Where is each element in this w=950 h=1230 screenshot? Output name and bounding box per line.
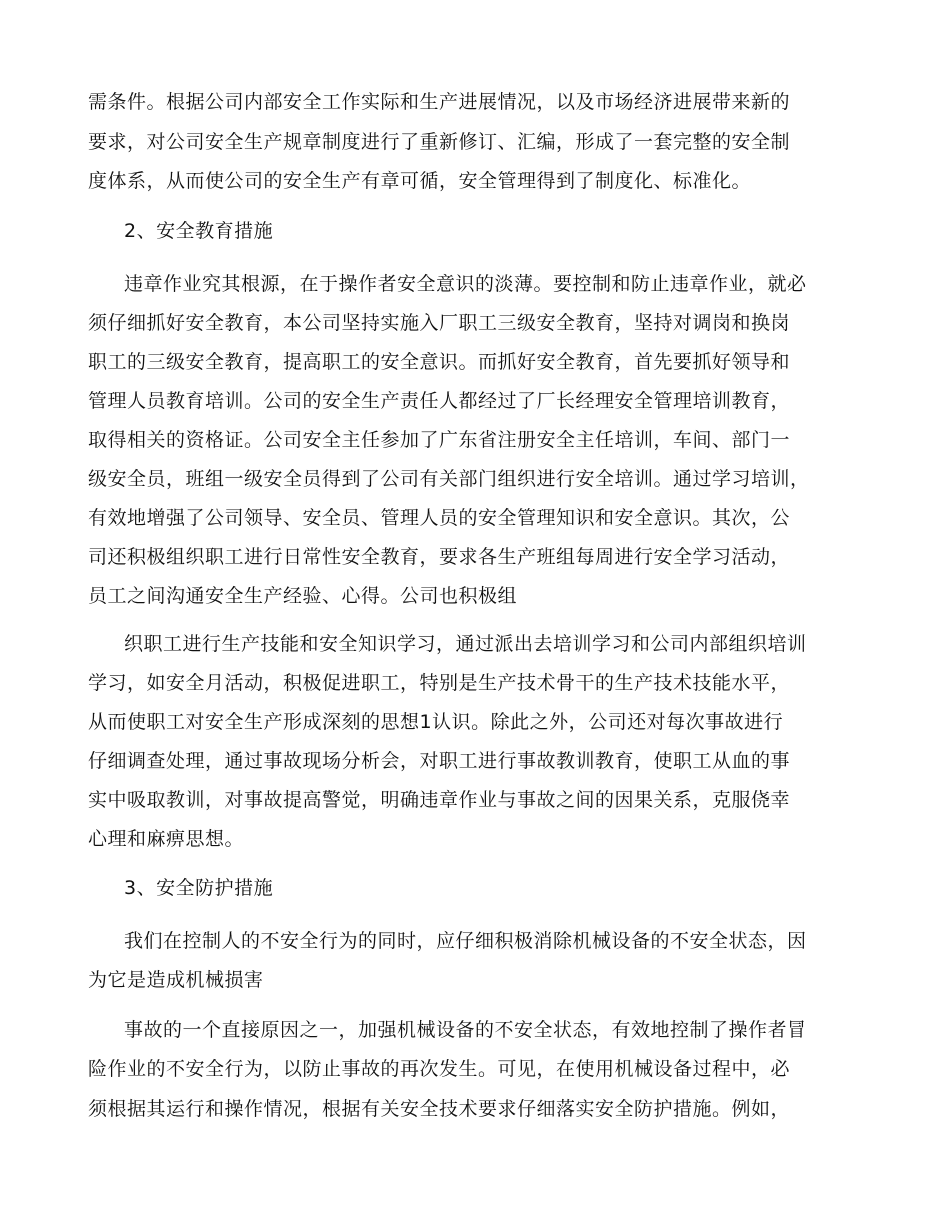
text-line: 织职工进行生产技能和安全知识学习，通过派出去培训学习和公司内部组织培训 <box>124 633 807 655</box>
text-line: 违章作业究其根源，在于操作者安全意识的淡薄。要控制和防止违章作业，就必 <box>124 273 807 295</box>
text-line: 度体系，从而使公司的安全生产有章可循，安全管理得到了制度化、标准化。 <box>88 170 752 192</box>
text-line: 学习，如安全月活动，积极促进职工，特别是生产技术骨干的生产技术技能水平， <box>88 672 791 694</box>
section-heading: 3、安全防护措施 <box>124 877 274 899</box>
text-line: 管理人员教育培训。公司的安全生产责任人都经过了厂长经理安全管理培训教育， <box>88 390 791 412</box>
text-line: 须仔细抓好安全教育，本公司坚持实施入厂职工三级安全教育，坚持对调岗和换岗 <box>88 312 791 334</box>
text-line: 险作业的不安全行为，以防止事故的再次发生。可见，在使用机械设备过程中，必 <box>88 1058 791 1080</box>
text-line: 为它是造成机械损害 <box>88 969 264 991</box>
text-line: 事故的一个直接原因之一，加强机械设备的不安全状态，有效地控制了操作者冒 <box>124 1019 807 1041</box>
text-line: 仔细调查处理，通过事故现场分析会，对职工进行事故教训教育，使职工从血的事 <box>88 750 791 772</box>
section-heading: 2、安全教育措施 <box>124 220 274 242</box>
text-line: 级安全员，班组一级安全员得到了公司有关部门组织进行安全培训。通过学习培训， <box>88 468 810 490</box>
text-line: 须根据其运行和操作情况，根据有关安全技术要求仔细落实安全防护措施。例如， <box>88 1098 791 1120</box>
text-line: 有效地增强了公司领导、安全员、管理人员的安全管理知识和安全意识。其次，公 <box>88 507 791 529</box>
text-line: 心理和麻痹思想。 <box>88 828 245 850</box>
text-line: 需条件。根据公司内部安全工作实际和生产进展情况，以及市场经济进展带来新的 <box>88 91 791 113</box>
text-line: 要求，对公司安全生产规章制度进行了重新修订、汇编，形成了一套完整的安全制 <box>88 131 791 153</box>
text-line: 从而使职工对安全生产形成深刻的思想1认识。除此之外，公司还对每次事故进行 <box>88 711 784 733</box>
text-line: 司还积极组织职工进行日常性安全教育，要求各生产班组每周进行安全学习活动， <box>88 546 791 568</box>
text-line: 取得相关的资格证。公司安全主任参加了广东省注册安全主任培训，车间、部门一 <box>88 429 791 451</box>
text-line: 我们在控制人的不安全行为的同时，应仔细积极消除机械设备的不安全状态，因 <box>124 930 807 952</box>
text-line: 职工的三级安全教育，提高职工的安全意识。而抓好安全教育，首先要抓好领导和 <box>88 351 791 373</box>
text-line: 实中吸取教训，对事故提高警觉，明确违章作业与事故之间的因果关系，克服侥幸 <box>88 789 791 811</box>
text-line: 员工之间沟通安全生产经验、心得。公司也积极组 <box>88 585 518 607</box>
